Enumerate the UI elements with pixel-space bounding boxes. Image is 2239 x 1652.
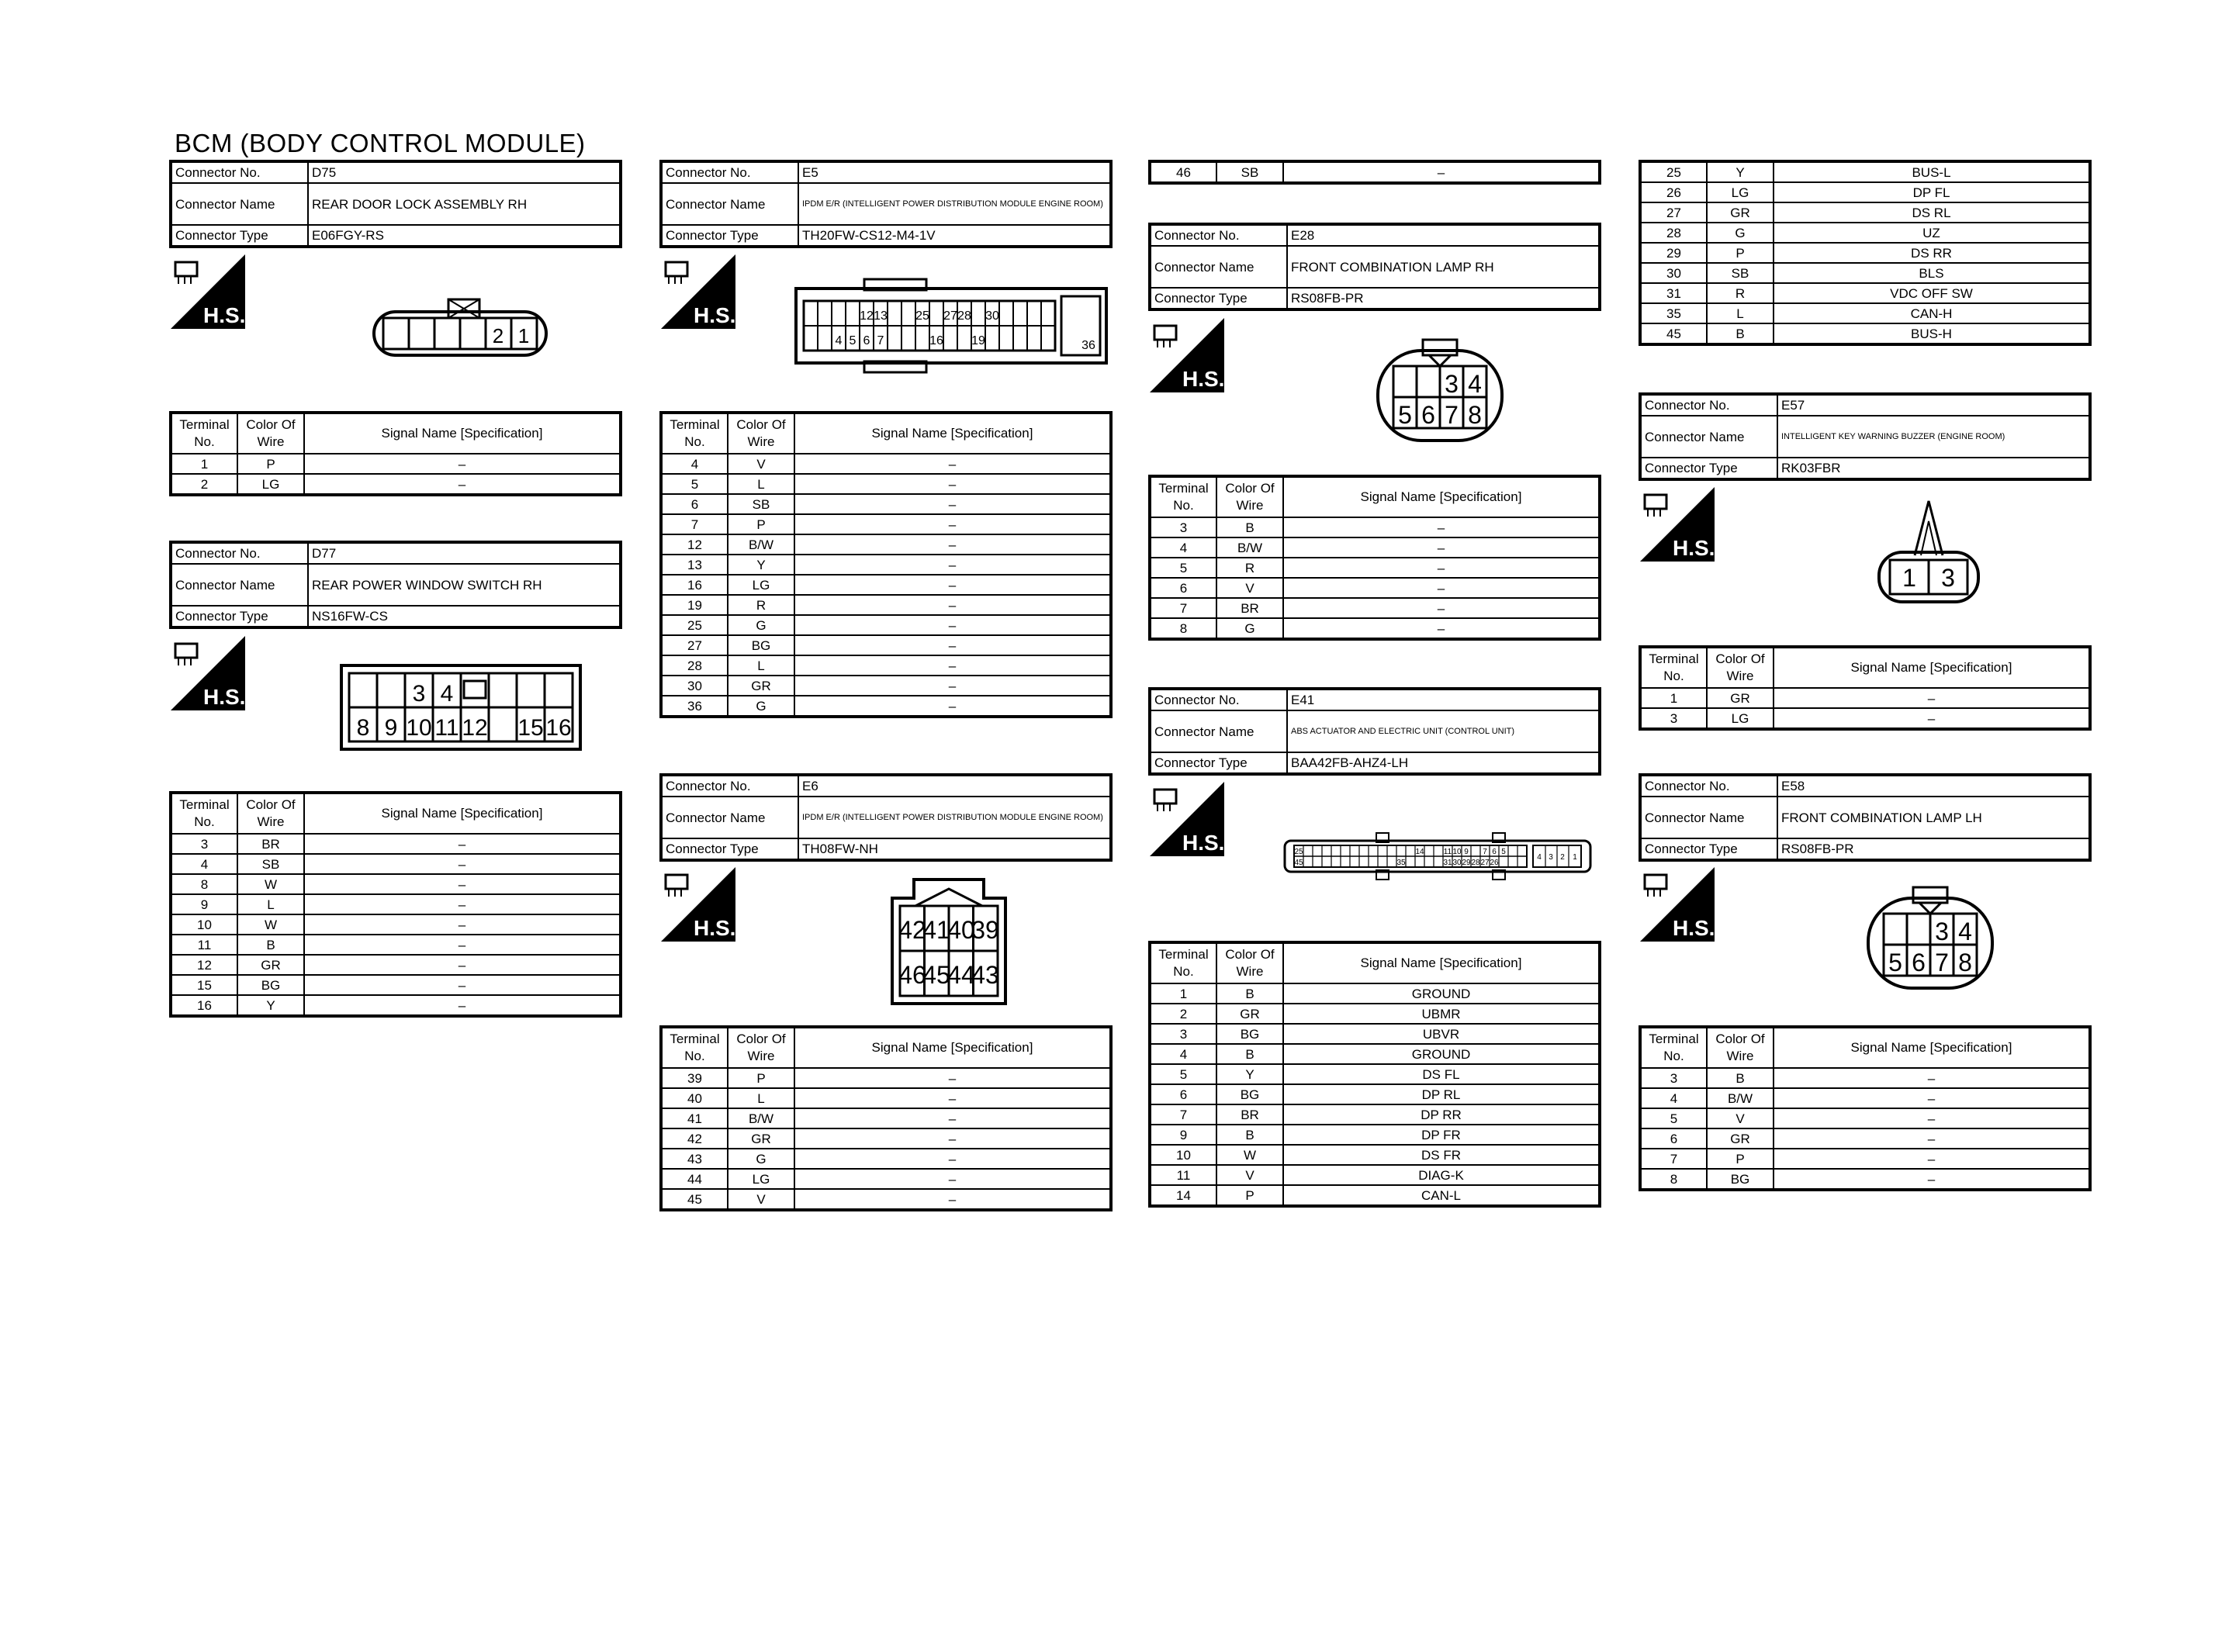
terminal-no-header: Terminal No. <box>171 413 237 454</box>
table-row: 3 BG UBVR <box>1150 1024 1600 1044</box>
table-row: 5 Y DS FL <box>1150 1064 1600 1084</box>
connector-name-value: ABS ACTUATOR AND ELECTRIC UNIT (CONTROL UNIT) <box>1287 710 1600 752</box>
signal-name-header: Signal Name [Specification] <box>794 1027 1111 1068</box>
connector-no-value: E28 <box>1287 224 1600 246</box>
connector-no-label: Connector No. <box>1150 224 1287 246</box>
connector-type-label: Connector Type <box>661 838 798 860</box>
svg-text:39: 39 <box>971 916 999 944</box>
table-row: 7 BR – <box>1150 598 1600 618</box>
connector-type-value: E06FGY-RS <box>308 225 621 247</box>
connector-e6-table <box>659 1025 1113 1211</box>
connector-type-value: RK03FBR <box>1777 458 2090 479</box>
table-row: 10 W DS FR <box>1150 1145 1600 1165</box>
table-row: 15 BG – <box>171 975 621 995</box>
table-row: 9 B DP FR <box>1150 1125 1600 1145</box>
svg-text:10: 10 <box>1452 848 1462 856</box>
connector-type-label: Connector Type <box>1640 458 1777 479</box>
connector-no-label: Connector No. <box>661 775 798 797</box>
table-row: 46 SB – <box>1150 161 1600 183</box>
hs-icon <box>661 867 735 942</box>
table-row: 30 SB BLS <box>1640 263 2090 283</box>
connector-e28-header <box>1148 223 1601 311</box>
svg-text:12: 12 <box>462 715 488 741</box>
svg-text:27: 27 <box>943 309 957 323</box>
table-row: 3 BR – <box>171 834 621 854</box>
connector-name-value: IPDM E/R (INTELLIGENT POWER DISTRIBUTION MODULE ENGINE ROOM) <box>798 797 1111 838</box>
connector-no-label: Connector No. <box>1640 394 1777 416</box>
table-row: 7 P – <box>1640 1149 2090 1169</box>
svg-text:11: 11 <box>434 715 459 741</box>
svg-text:26: 26 <box>1490 859 1499 867</box>
table-row: 26 LG DP FL <box>1640 182 2090 202</box>
connector-e58-face <box>1865 884 1995 995</box>
connector-name-label: Connector Name <box>1150 710 1287 752</box>
svg-text:14: 14 <box>1415 848 1424 856</box>
signal-name-header: Signal Name [Specification] <box>1774 647 2090 688</box>
connector-name-value: INTELLIGENT KEY WARNING BUZZER (ENGINE ROOM) <box>1777 416 2090 458</box>
table-row: 1 GR – <box>1640 688 2090 708</box>
connector-type-value: RS08FB-PR <box>1287 288 1600 309</box>
svg-text:15: 15 <box>517 715 544 741</box>
terminal-no-header: Terminal No. <box>1640 1027 1707 1068</box>
svg-text:H.S.: H.S. <box>203 685 245 709</box>
svg-text:7: 7 <box>1935 949 1949 976</box>
table-row: 6 BG DP RL <box>1150 1084 1600 1104</box>
table-row: 4 SB – <box>171 854 621 874</box>
svg-text:4: 4 <box>440 681 454 707</box>
table-row: 2 GR UBMR <box>1150 1004 1600 1024</box>
table-row: 16 Y – <box>171 995 621 1016</box>
svg-text:4: 4 <box>1468 370 1482 398</box>
svg-text:3: 3 <box>1935 918 1949 945</box>
connector-type-label: Connector Type <box>171 606 308 627</box>
svg-text:13: 13 <box>874 309 888 323</box>
connector-name-label: Connector Name <box>1150 246 1287 288</box>
svg-text:H.S.: H.S. <box>203 303 245 327</box>
table-row: 3 B – <box>1150 517 1600 537</box>
svg-text:9: 9 <box>384 715 398 741</box>
table-row: 19 R – <box>661 595 1111 615</box>
color-of-wire-header: Color Of Wire <box>237 793 304 834</box>
connector-name-label: Connector Name <box>1640 416 1777 458</box>
svg-text:41: 41 <box>922 916 950 944</box>
svg-text:6: 6 <box>1492 848 1497 856</box>
terminal-no-header: Terminal No. <box>171 793 237 834</box>
connector-no-label: Connector No. <box>1640 775 1777 797</box>
page-title: BCM (BODY CONTROL MODULE) <box>175 129 586 157</box>
svg-text:4: 4 <box>1958 918 1972 945</box>
table-row: 4 B/W – <box>1640 1088 2090 1108</box>
connector-d77-table <box>169 791 622 1018</box>
connector-name-label: Connector Name <box>1640 797 1777 838</box>
table-row: 12 GR – <box>171 955 621 975</box>
connector-name-value: IPDM E/R (INTELLIGENT POWER DISTRIBUTION MODULE ENGINE ROOM) <box>798 183 1111 225</box>
connector-type-label: Connector Type <box>1150 752 1287 774</box>
connector-type-label: Connector Type <box>1150 288 1287 309</box>
svg-text:31: 31 <box>1443 859 1452 867</box>
svg-text:H.S.: H.S. <box>1673 536 1715 560</box>
table-row: 13 Y – <box>661 555 1111 575</box>
connector-d77-header <box>169 541 622 629</box>
table-row: 9 L – <box>171 894 621 914</box>
table-row: 1 B GROUND <box>1150 983 1600 1004</box>
svg-text:12: 12 <box>860 309 874 323</box>
signal-name-header: Signal Name [Specification] <box>1283 476 1600 517</box>
svg-text:27: 27 <box>1480 859 1490 867</box>
connector-type-value: TH20FW-CS12-M4-1V <box>798 225 1111 247</box>
connector-type-value: BAA42FB-AHZ4-LH <box>1287 752 1600 774</box>
hs-icon <box>171 636 245 710</box>
svg-text:4: 4 <box>1537 853 1542 862</box>
hs-icon <box>1640 487 1715 562</box>
table-row: 10 W – <box>171 914 621 935</box>
color-of-wire-header: Color Of Wire <box>1216 942 1283 983</box>
svg-text:7: 7 <box>1445 401 1459 429</box>
svg-text:8: 8 <box>356 715 370 741</box>
connector-e6-header <box>659 773 1113 862</box>
connector-name-value: FRONT COMBINATION LAMP LH <box>1777 797 2090 838</box>
connector-e6-face <box>891 878 1007 1009</box>
table-row: 27 BG – <box>661 635 1111 655</box>
signal-name-header: Signal Name [Specification] <box>304 413 621 454</box>
table-row: 7 P – <box>661 514 1111 534</box>
svg-text:19: 19 <box>971 334 985 347</box>
svg-text:28: 28 <box>957 309 971 323</box>
svg-text:6: 6 <box>1912 949 1926 976</box>
table-row: 14 P CAN-L <box>1150 1185 1600 1206</box>
connector-e57-header <box>1639 392 2092 481</box>
table-row: 11 B – <box>171 935 621 955</box>
connector-no-label: Connector No. <box>661 161 798 183</box>
connector-type-value: RS08FB-PR <box>1777 838 2090 860</box>
svg-text:7: 7 <box>1483 848 1487 856</box>
connector-no-value: E57 <box>1777 394 2090 416</box>
connector-d75-table <box>169 411 622 496</box>
table-row: 8 G – <box>1150 618 1600 639</box>
table-row: 42 GR – <box>661 1128 1111 1149</box>
table-row: 8 W – <box>171 874 621 894</box>
connector-name-label: Connector Name <box>171 183 308 225</box>
connector-e41-continued-top <box>1148 160 1601 185</box>
connector-e5-face <box>794 278 1108 378</box>
svg-text:1: 1 <box>517 324 530 347</box>
color-of-wire-header: Color Of Wire <box>728 413 794 454</box>
svg-text:28: 28 <box>1471 859 1480 867</box>
table-row: 39 P – <box>661 1068 1111 1088</box>
table-row: 30 GR – <box>661 676 1111 696</box>
connector-name-value: REAR POWER WINDOW SWITCH RH <box>308 564 621 606</box>
connector-type-value: NS16FW-CS <box>308 606 621 627</box>
svg-text:9: 9 <box>1464 848 1469 856</box>
table-row: 3 LG – <box>1640 708 2090 729</box>
connector-e41-continued <box>1639 160 2092 346</box>
connector-no-label: Connector No. <box>1150 689 1287 710</box>
svg-text:5: 5 <box>1501 848 1506 856</box>
svg-text:6: 6 <box>863 334 870 347</box>
connector-no-label: Connector No. <box>171 161 308 183</box>
svg-text:4: 4 <box>835 334 843 347</box>
svg-text:10: 10 <box>406 715 432 741</box>
svg-text:3: 3 <box>1941 564 1955 592</box>
svg-text:5: 5 <box>1888 949 1902 976</box>
table-row: 5 R – <box>1150 558 1600 578</box>
connector-no-value: E5 <box>798 161 1111 183</box>
svg-text:3: 3 <box>412 681 426 707</box>
svg-text:42: 42 <box>898 916 926 944</box>
connector-e41-header <box>1148 687 1601 776</box>
connector-no-value: D77 <box>308 542 621 564</box>
svg-text:6: 6 <box>1421 401 1435 429</box>
connector-d77-face <box>340 664 582 755</box>
connector-e28-table <box>1148 475 1601 641</box>
color-of-wire-header: Color Of Wire <box>237 413 304 454</box>
table-row: 36 G – <box>661 696 1111 717</box>
connector-type-value: TH08FW-NH <box>798 838 1111 860</box>
connector-e5-header <box>659 160 1113 248</box>
svg-text:3: 3 <box>1445 370 1459 398</box>
table-row: 44 LG – <box>661 1169 1111 1189</box>
svg-text:30: 30 <box>1452 859 1462 867</box>
table-row: 43 G – <box>661 1149 1111 1169</box>
table-row: 1 P – <box>171 454 621 474</box>
signal-name-header: Signal Name [Specification] <box>304 793 621 834</box>
terminal-no-header: Terminal No. <box>1150 476 1216 517</box>
svg-text:2: 2 <box>492 324 504 347</box>
table-row: 45 V – <box>661 1189 1111 1210</box>
svg-text:H.S.: H.S. <box>1182 367 1224 391</box>
connector-e28-face <box>1375 337 1505 448</box>
terminal-no-header: Terminal No. <box>661 1027 728 1068</box>
svg-text:43: 43 <box>971 961 999 989</box>
table-row: 4 B/W – <box>1150 537 1600 558</box>
table-row: 7 BR DP RR <box>1150 1104 1600 1125</box>
svg-text:1: 1 <box>1902 564 1916 592</box>
hs-icon <box>1150 318 1224 392</box>
connector-d75-header <box>169 160 622 248</box>
connector-d75-face <box>371 295 549 365</box>
terminal-no-header: Terminal No. <box>661 413 728 454</box>
svg-text:40: 40 <box>947 916 975 944</box>
color-of-wire-header: Color Of Wire <box>728 1027 794 1068</box>
svg-text:8: 8 <box>1958 949 1972 976</box>
svg-text:46: 46 <box>898 961 926 989</box>
connector-e57-face <box>1874 498 1983 610</box>
svg-text:1: 1 <box>1573 853 1577 862</box>
terminal-no-header: Terminal No. <box>1640 647 1707 688</box>
table-row: 35 L CAN-H <box>1640 303 2090 323</box>
table-row: 4 B GROUND <box>1150 1044 1600 1064</box>
table-row: 12 B/W – <box>661 534 1111 555</box>
table-row: 4 V – <box>661 454 1111 474</box>
svg-text:7: 7 <box>877 334 884 347</box>
table-row: 11 V DIAG-K <box>1150 1165 1600 1185</box>
connector-name-value: REAR DOOR LOCK ASSEMBLY RH <box>308 183 621 225</box>
svg-text:45: 45 <box>922 961 950 989</box>
hs-icon <box>1640 867 1715 942</box>
svg-text:16: 16 <box>929 334 943 347</box>
hs-icon <box>661 254 735 329</box>
connector-name-label: Connector Name <box>171 564 308 606</box>
color-of-wire-header: Color Of Wire <box>1707 647 1774 688</box>
table-row: 25 Y BUS-L <box>1640 161 2090 182</box>
connector-no-value: E58 <box>1777 775 2090 797</box>
svg-text:25: 25 <box>1294 848 1303 856</box>
connector-type-label: Connector Type <box>661 225 798 247</box>
connector-name-label: Connector Name <box>661 797 798 838</box>
table-row: 6 V – <box>1150 578 1600 598</box>
table-row: 41 B/W – <box>661 1108 1111 1128</box>
hs-icon <box>1150 782 1224 856</box>
connector-no-value: E41 <box>1287 689 1600 710</box>
svg-text:2: 2 <box>1560 853 1565 862</box>
svg-text:44: 44 <box>947 961 975 989</box>
signal-name-header: Signal Name [Specification] <box>1283 942 1600 983</box>
svg-text:35: 35 <box>1396 859 1406 867</box>
table-row: 28 L – <box>661 655 1111 676</box>
svg-text:30: 30 <box>985 309 999 323</box>
hs-icon <box>171 254 245 329</box>
table-row: 29 P DS RR <box>1640 243 2090 263</box>
connector-e58-header <box>1639 773 2092 862</box>
table-row: 3 B – <box>1640 1068 2090 1088</box>
table-row: 2 LG – <box>171 474 621 495</box>
svg-text:25: 25 <box>915 309 929 323</box>
connector-e41-table <box>1148 941 1601 1208</box>
table-row: 6 GR – <box>1640 1128 2090 1149</box>
table-row: 6 SB – <box>661 494 1111 514</box>
connector-type-label: Connector Type <box>171 225 308 247</box>
terminal-no-header: Terminal No. <box>1150 942 1216 983</box>
connector-e5-table <box>659 411 1113 718</box>
table-row: 40 L – <box>661 1088 1111 1108</box>
connector-name-value: FRONT COMBINATION LAMP RH <box>1287 246 1600 288</box>
svg-text:5: 5 <box>849 334 856 347</box>
table-row: 16 LG – <box>661 575 1111 595</box>
table-row: 5 L – <box>661 474 1111 494</box>
connector-no-label: Connector No. <box>171 542 308 564</box>
connector-name-label: Connector Name <box>661 183 798 225</box>
connector-no-value: E6 <box>798 775 1111 797</box>
connector-e58-table <box>1639 1025 2092 1191</box>
table-row: 5 V – <box>1640 1108 2090 1128</box>
connector-e57-table <box>1639 645 2092 731</box>
svg-text:H.S.: H.S. <box>694 916 735 940</box>
color-of-wire-header: Color Of Wire <box>1707 1027 1774 1068</box>
color-of-wire-header: Color Of Wire <box>1216 476 1283 517</box>
svg-text:8: 8 <box>1468 401 1482 429</box>
svg-text:5: 5 <box>1398 401 1412 429</box>
connector-type-label: Connector Type <box>1640 838 1777 860</box>
signal-name-header: Signal Name [Specification] <box>794 413 1111 454</box>
signal-name-header: Signal Name [Specification] <box>1774 1027 2090 1068</box>
svg-text:45: 45 <box>1294 859 1303 867</box>
svg-text:36: 36 <box>1081 339 1095 352</box>
connector-no-value: D75 <box>308 161 621 183</box>
svg-text:H.S.: H.S. <box>1673 916 1715 940</box>
svg-text:3: 3 <box>1549 853 1553 862</box>
svg-text:H.S.: H.S. <box>694 303 735 327</box>
table-row: 27 GR DS RL <box>1640 202 2090 223</box>
table-row: 25 G – <box>661 615 1111 635</box>
svg-text:29: 29 <box>1462 859 1471 867</box>
table-row: 45 B BUS-H <box>1640 323 2090 344</box>
svg-text:11: 11 <box>1443 848 1452 856</box>
table-row: 28 G UZ <box>1640 223 2090 243</box>
table-row: 8 BG – <box>1640 1169 2090 1190</box>
svg-text:H.S.: H.S. <box>1182 831 1224 855</box>
table-row: 31 R VDC OFF SW <box>1640 283 2090 303</box>
svg-text:16: 16 <box>545 715 572 741</box>
connector-e41-face <box>1283 831 1592 885</box>
